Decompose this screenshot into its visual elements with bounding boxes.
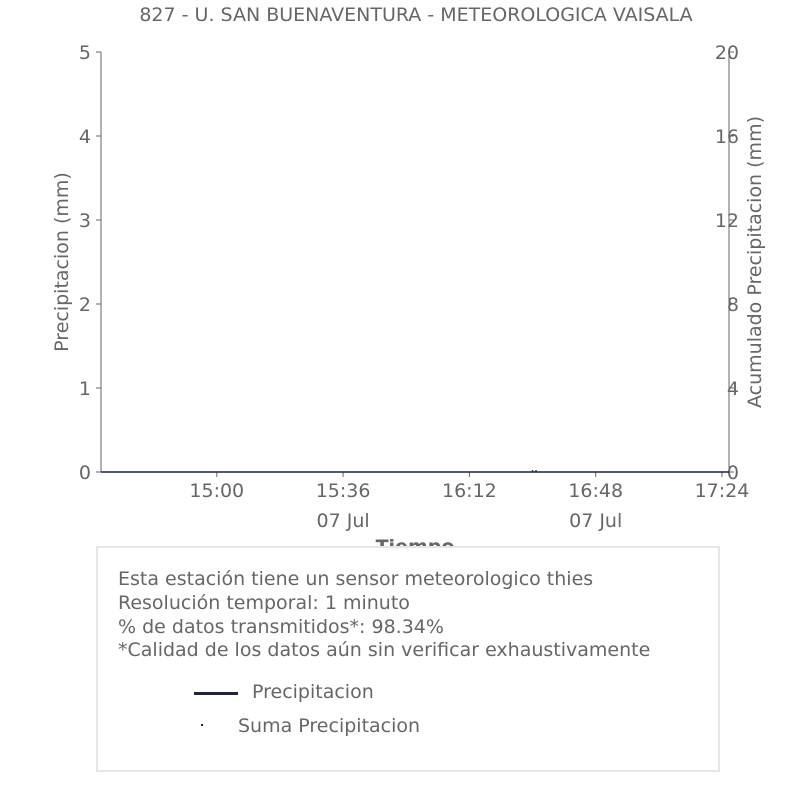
y-tick-label: 1 <box>78 378 91 400</box>
series-point-suma-precipitacion <box>532 470 534 472</box>
x-tick-sublabel: 07 Jul <box>316 510 370 532</box>
y-tick-label: 5 <box>78 42 91 64</box>
x-tick-label: 16:12 <box>441 480 497 502</box>
legend-info-sensor: Esta estación tiene un sensor meteorologico thies <box>118 568 594 590</box>
y2-tick-label: 4 <box>726 378 739 400</box>
y-tick-label: 0 <box>78 462 91 484</box>
legend-label-precipitacion[interactable]: Precipitacion <box>252 681 374 703</box>
x-tick-label: 17:24 <box>694 480 750 502</box>
y-tick-label: 2 <box>78 294 91 316</box>
x-tick-label: 15:36 <box>315 480 371 502</box>
legend-swatch-suma-dot <box>201 724 203 726</box>
y2-tick-label: 16 <box>714 126 739 148</box>
legend-panel <box>96 546 720 772</box>
y2-tick-label: 12 <box>714 210 739 232</box>
legend-info-transmitted: % de datos transmitidos*: 98.34% <box>118 616 444 638</box>
y2-tick-label: 0 <box>726 462 739 484</box>
legend-info-quality: *Calidad de los datos aún sin verificar exhaustivamente <box>118 639 651 661</box>
x-tick-sublabel: 07 Jul <box>569 510 623 532</box>
chart-title: 827 - U. SAN BUENAVENTURA - METEOROLOGICA VAISALA <box>139 4 693 26</box>
legend-swatch-precipitacion-line <box>194 692 238 695</box>
y-axis-label: Precipitacion (mm) <box>51 172 73 352</box>
y2-tick-label: 20 <box>714 42 739 64</box>
legend-info-resolution: Resolución temporal: 1 minuto <box>118 592 410 614</box>
x-tick-label: 15:00 <box>189 480 245 502</box>
y2-tick-label: 8 <box>726 294 739 316</box>
x-tick-label: 16:48 <box>568 480 624 502</box>
series-point-suma-precipitacion <box>535 470 537 472</box>
y-tick-label: 3 <box>78 210 91 232</box>
y-tick-label: 4 <box>78 126 91 148</box>
y2-axis-label: Acumulado Precipitacion (mm) <box>744 116 766 408</box>
legend-label-suma-precipitacion[interactable]: Suma Precipitacion <box>238 715 421 737</box>
